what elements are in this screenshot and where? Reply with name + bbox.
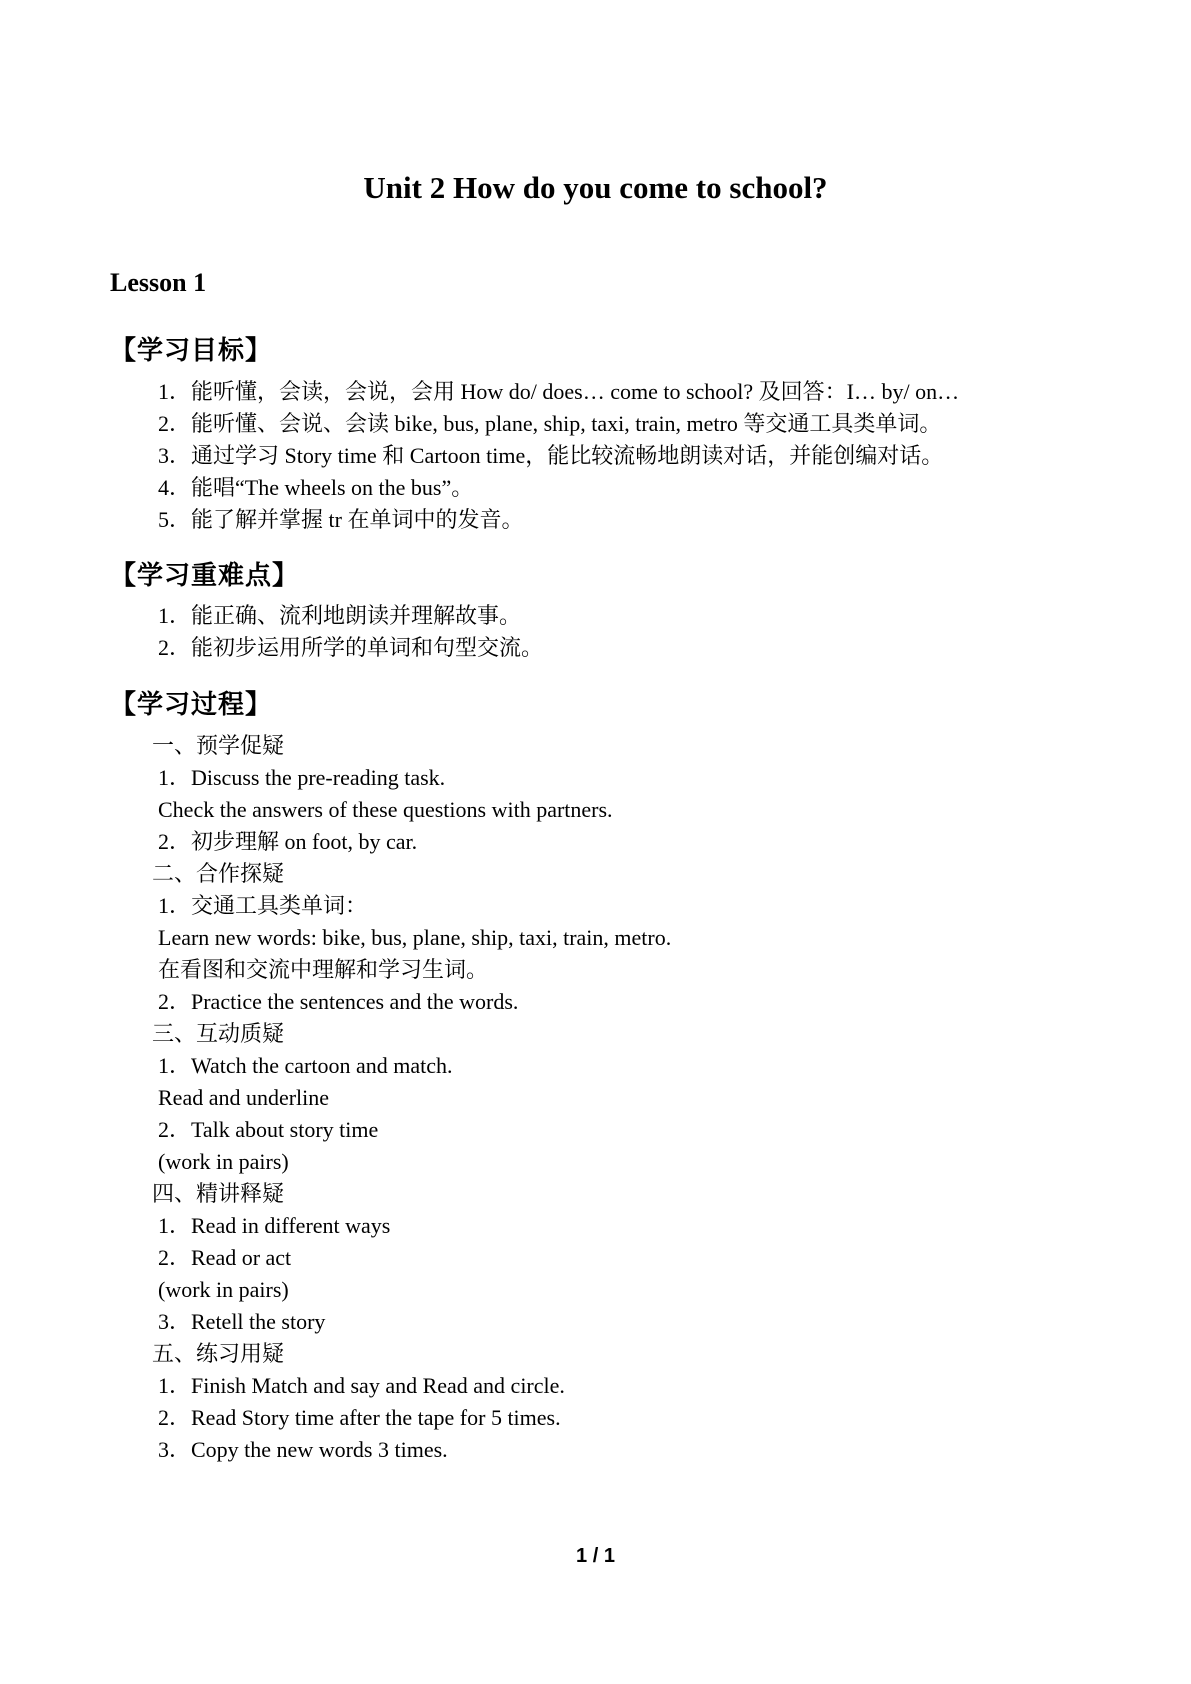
lesson-label: Lesson 1	[110, 268, 207, 297]
goal-item: 5．能了解并掌握 tr 在单词中的发音。	[158, 507, 524, 532]
process-line: 1．Discuss the pre-reading task.	[158, 765, 446, 790]
section-heading-goals: 【学习目标】	[110, 336, 273, 366]
process-subheading: 五、练习用疑	[152, 1341, 285, 1366]
goal-item: 2．能听懂、会说、会读 bike, bus, plane, ship, taxi, train, metro 等交通工具类单词。	[158, 411, 942, 436]
process-line: 1．Watch the cartoon and match.	[158, 1053, 453, 1078]
process-subheading: 三、互动质疑	[152, 1021, 285, 1046]
process-subheading: 二、合作探疑	[152, 861, 285, 886]
process-line: Read and underline	[158, 1085, 330, 1110]
goal-item: 4．能唱“The wheels on the bus”。	[158, 475, 474, 500]
page-title: Unit 2 How do you come to school?	[363, 170, 828, 205]
process-line: 3．Retell the story	[158, 1309, 326, 1334]
process-line: 1．Finish Match and say and Read and circle.	[158, 1373, 565, 1398]
process-subheading: 一、预学促疑	[152, 733, 285, 758]
key-point-item: 1．能正确、流利地朗读并理解故事。	[158, 603, 522, 628]
process-line: 2．Read Story time after the tape for 5 times.	[158, 1405, 561, 1430]
goal-item: 1．能听懂，会读，会说，会用 How do/ does… come to school? 及回答：I… by/ on…	[158, 379, 960, 404]
section-heading-key-points: 【学习重难点】	[110, 561, 300, 591]
key-point-item: 2．能初步运用所学的单词和句型交流。	[158, 635, 544, 660]
process-line: 1．交通工具类单词：	[158, 893, 368, 918]
process-subheading: 四、精讲释疑	[152, 1181, 285, 1206]
process-line: Learn new words: bike, bus, plane, ship, taxi, train, metro.	[158, 925, 672, 950]
process-line: 2．Talk about story time	[158, 1117, 379, 1142]
process-line: (work in pairs)	[158, 1149, 289, 1174]
process-line: 2．Practice the sentences and the words.	[158, 989, 519, 1014]
process-line: 2．初步理解 on foot, by car.	[158, 829, 418, 854]
process-line: 在看图和交流中理解和学习生词。	[158, 957, 489, 982]
page-number: 1 / 1	[576, 1545, 615, 1567]
process-line: (work in pairs)	[158, 1277, 289, 1302]
process-line: 3．Copy the new words 3 times.	[158, 1437, 448, 1462]
goal-item: 3．通过学习 Story time 和 Cartoon time，能比较流畅地朗读对话，并能创编对话。	[158, 443, 944, 468]
section-heading-process: 【学习过程】	[110, 690, 273, 720]
process-line: 1．Read in different ways	[158, 1213, 391, 1238]
process-line: Check the answers of these questions with partners.	[158, 797, 613, 822]
process-line: 2．Read or act	[158, 1245, 292, 1270]
